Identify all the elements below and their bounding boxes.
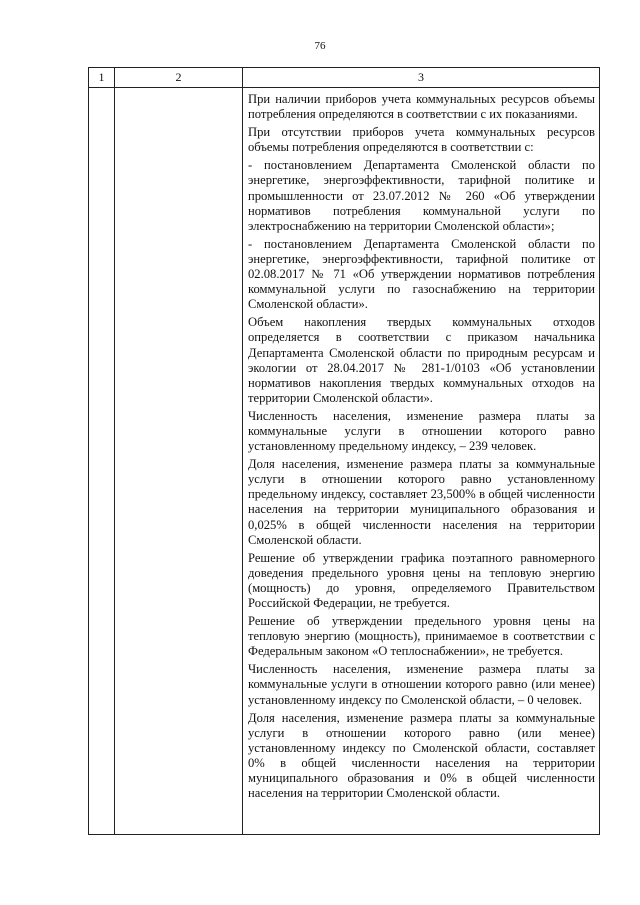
paragraph: Численность населения, изменение размера платы за коммунальные услуги в отношении которого равно установленному предельному индексу, – 239 человек. <box>248 408 595 454</box>
column-header-3: 3 <box>243 68 600 88</box>
paragraph: Решение об утверждении предельного уровня цены на тепловую энергию (мощность), принимаемое в соответствии с Федеральным законом «О теплоснабжении», не требуется. <box>248 614 595 659</box>
table-row <box>89 88 600 835</box>
column-1-cell <box>89 88 115 835</box>
paragraph: Численность населения, изменение размера платы за коммунальные услуги в отношении которого равно (или менее) установленному индексу по Смоленской области, – 0 человек. <box>248 662 595 707</box>
document-table <box>88 67 600 835</box>
column-2-cell <box>115 88 243 835</box>
paragraph: - постановлением Департамента Смоленской области по энергетике, энергоэффективности, тарифной политике от 02.08.2017 № 71 «Об утверждении нормативов потребления коммунальной услуги по газоснабжению на территории Смоленской области». <box>248 236 595 312</box>
page-number: 76 <box>314 40 326 52</box>
paragraph: Объем накопления твердых коммунальных отходов определяется в соответствии с приказом начальника Департамента Смоленской области по природным ресурсам и экологии от 28.04.2017 № 281-1/0103 «Об установлении нормативов накопления твердых коммунальных отходов на территории Смоленской области». <box>248 315 595 405</box>
column-header-2: 2 <box>115 68 243 88</box>
column-header-1: 1 <box>89 68 115 88</box>
paragraph: Доля населения, изменение размера платы за коммунальные услуги в отношении которого равно установленному предельному индексу, составляет 23,500% в общей численности населения на территории муниципального образования и 0,025% в общей численности населения на территории Смоленской области. <box>248 457 595 547</box>
paragraph: Решение об утверждении графика поэтапного равномерного доведения предельного уровня цены на тепловую энергию (мощность) до уровня, определяемого Правительством Российской Федерации, не требуется. <box>248 550 595 610</box>
paragraph: При отсутствии приборов учета коммунальных ресурсов объемы потребления определяются в соответствии с: <box>248 125 595 155</box>
paragraph: При наличии приборов учета коммунальных ресурсов объемы потребления определяются в соответствии с их показаниями. <box>248 92 595 122</box>
paragraph: Доля населения, изменение размера платы за коммунальные услуги в отношении которого равно (или менее) установленному индексу по Смоленской области, составляет 0% в общей численности населения на территории муниципального образования и 0% в общей численности населения на территории Смоленской области. <box>248 710 595 801</box>
column-3-cell <box>243 88 600 835</box>
table-header-row <box>89 68 600 88</box>
paragraph: - постановлением Департамента Смоленской области по энергетике, энергоэффективности, тарифной политике и промышленности от 23.07.2012 № 260 «Об утверждении нормативов потребления коммунальной услуги по электроснабжению на территории Смоленской области»; <box>248 158 595 233</box>
